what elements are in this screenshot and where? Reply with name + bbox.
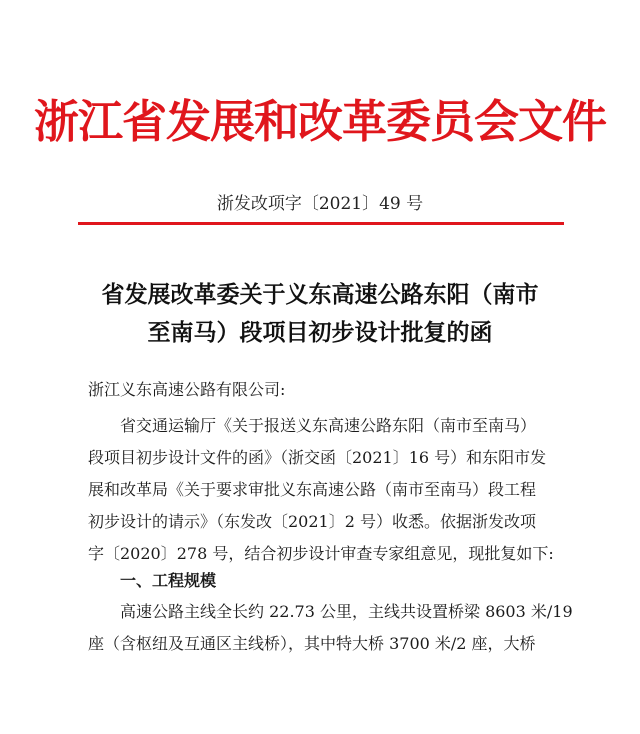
paragraph-line: 展和改革局《关于要求审批义东高速公路（南市至南马）段工程	[88, 480, 537, 499]
red-divider-rule	[78, 222, 564, 225]
paragraph-line: 座（含枢纽及互通区主线桥），其中特大桥 3700 米/2 座，大桥	[88, 634, 536, 653]
body-paragraph-2	[88, 596, 573, 660]
paragraph-line: 初步设计的请示》（东发改〔2021〕2 号）收悉。依据浙发改项	[88, 512, 536, 531]
section-heading-engineering-scale: 一、工程规模	[120, 571, 217, 590]
document-title-line-2: 至南马）段项目初步设计批复的函	[147, 320, 493, 346]
paragraph-line: 字〔2020〕278 号，结合初步设计审查专家组意见，现批复如下:	[88, 544, 554, 563]
body-paragraph-1	[88, 410, 568, 570]
paragraph-line: 段项目初步设计文件的函》（浙交函〔2021〕16 号）和东阳市发	[88, 448, 547, 467]
paragraph-line: 高速公路主线全长约 22.73 公里，主线共设置桥梁 8603 米/19	[120, 602, 573, 621]
paragraph-line: 省交通运输厅《关于报送义东高速公路东阳（南市至南马）	[120, 416, 537, 435]
document-number: 浙发改项字〔2021〕49 号	[216, 194, 424, 214]
addressee: 浙江义东高速公路有限公司:	[88, 380, 286, 399]
masthead-title: 浙江省发展和改革委员会文件	[33, 95, 606, 148]
document-title-line-1: 省发展改革委关于义东高速公路东阳（南市	[101, 282, 539, 308]
document-title	[60, 276, 580, 352]
